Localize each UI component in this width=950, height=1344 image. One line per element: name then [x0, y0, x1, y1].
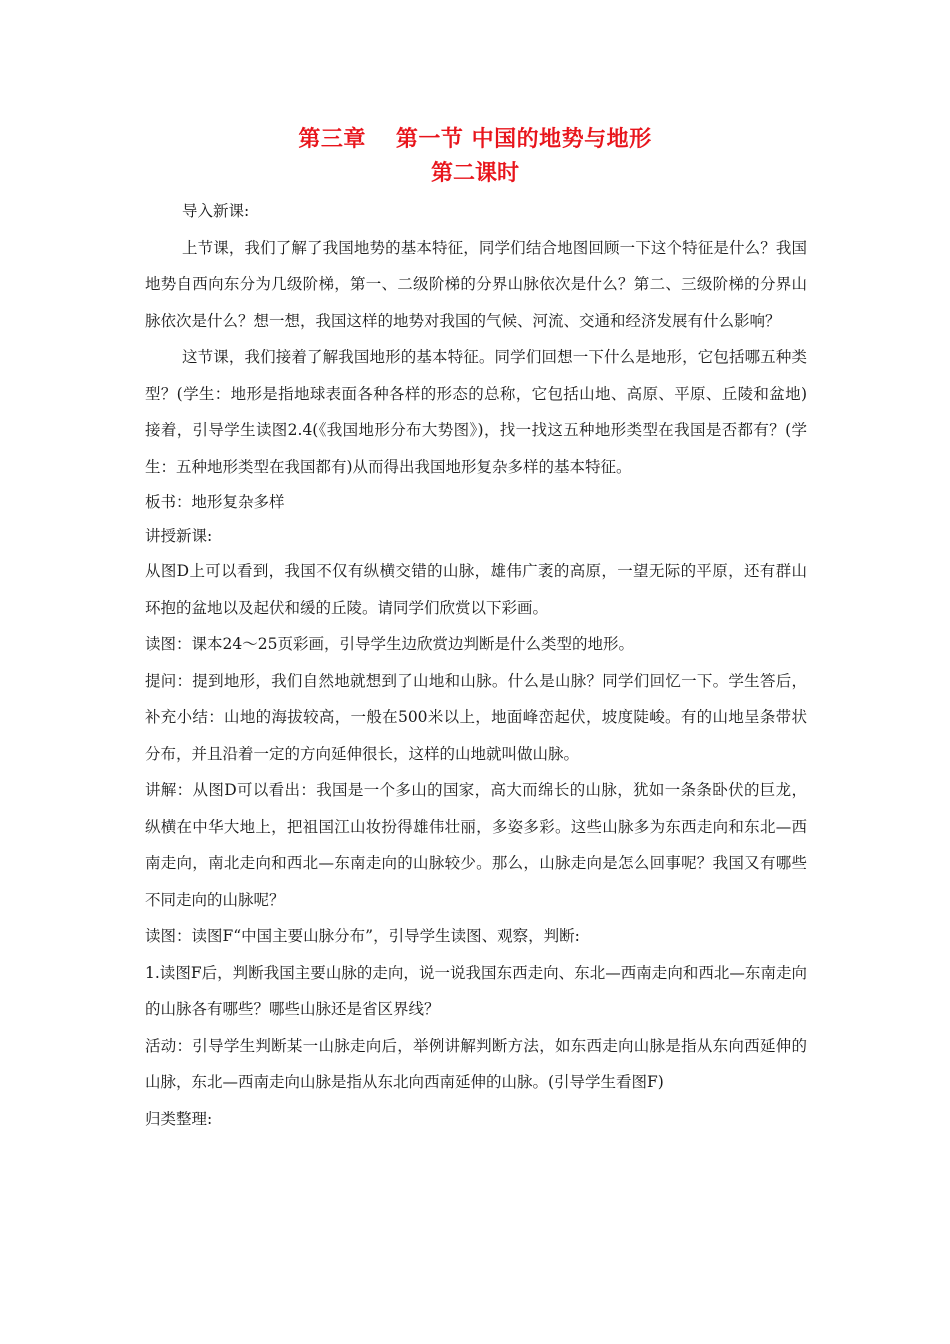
- page-title: [0, 122, 950, 156]
- paragraph-explanation: 讲解：从图D可以看出：我国是一个多山的国家，高大而绵长的山脉，犹如一条条卧伏的巨龙，纵横在中华大地上，把祖国江山妆扮得雄伟壮丽，多姿多彩。这些山脉多为东西走向和东北—西南走向，南北走向和西北—东南走向的山脉较少。那么，山脉走向是怎么回事呢？我国又有哪些不同走向的山脉呢？: [145, 781, 807, 909]
- title-block: [0, 122, 950, 190]
- paragraph-intro-heading: 导入新课:: [182, 202, 250, 220]
- lesson-subtitle: 第二课时: [430, 160, 519, 186]
- paragraph-item-1: 1.读图F后，判断我国主要山脉的走向，说一说我国东西走向、东北—西南走向和西北—东南走向的山脉各有哪些？哪些山脉还是省区界线？: [145, 963, 807, 1018]
- paragraph-landform-types: 这节课，我们接着了解我国地形的基本特征。同学们回想一下什么是地形，它包括哪五种类型？(学生：地形是指地球表面各种各样的形态的总称，它包括山地、高原、平原、丘陵和盆地)接着，引导学生读图2.4(《我国地形分布大势图》)，找一找这五种地形类型在我国是否都有？(学生：五种地形类型在我国都有)从而得出我国地形复杂多样的基本特征。: [145, 348, 807, 476]
- paragraph-lesson-heading: 讲授新课:: [145, 527, 213, 545]
- paragraph-review: 上节课，我们了解了我国地势的基本特征，同学们结合地图回顾一下这个特征是什么？我国地势自西向东分为几级阶梯，第一、二级阶梯的分界山脉依次是什么？第二、三级阶梯的分界山脉依次是什么？想一想，我国这样的地势对我国的气候、河流、交通和经济发展有什么影响？: [145, 238, 807, 330]
- paragraph-question: 提问：提到地形，我们自然地就想到了山地和山脉。什么是山脉？同学们回忆一下。学生答后，补充小结：山地的海拔较高，一般在500米以上，地面峰峦起伏，坡度陡峻。有的山地呈条带状分布，并且沿着一定的方向延伸很长，这样的山地就叫做山脉。: [145, 671, 807, 763]
- paragraph-board-note: 板书：地形复杂多样: [145, 493, 285, 511]
- chapter-title: 第三章: [298, 126, 366, 152]
- paragraph-map-d: 从图D上可以看到，我国不仅有纵横交错的山脉，雄伟广袤的高原，一望无际的平原，还有群山环抱的盆地以及起伏和缓的丘陵。请同学们欣赏以下彩画。: [145, 562, 807, 617]
- section-title: 第一节 中国的地势与地形: [395, 126, 652, 152]
- document-body: [145, 193, 807, 1137]
- paragraph-summary-heading: 归类整理:: [145, 1109, 213, 1128]
- paragraph-activity: 活动：引导学生判断某一山脉走向后，举例讲解判断方法，如东西走向山脉是指从东向西延伸的山脉，东北—西南走向山脉是指从东北向西南延伸的山脉。(引导学生看图F): [145, 1036, 807, 1091]
- paragraph-read-pictures: 读图：课本24～25页彩画，引导学生边欣赏边判断是什么类型的地形。: [145, 635, 634, 653]
- paragraph-read-map-f: 读图：读图F“中国主要山脉分布”，引导学生读图、观察，判断:: [145, 927, 580, 945]
